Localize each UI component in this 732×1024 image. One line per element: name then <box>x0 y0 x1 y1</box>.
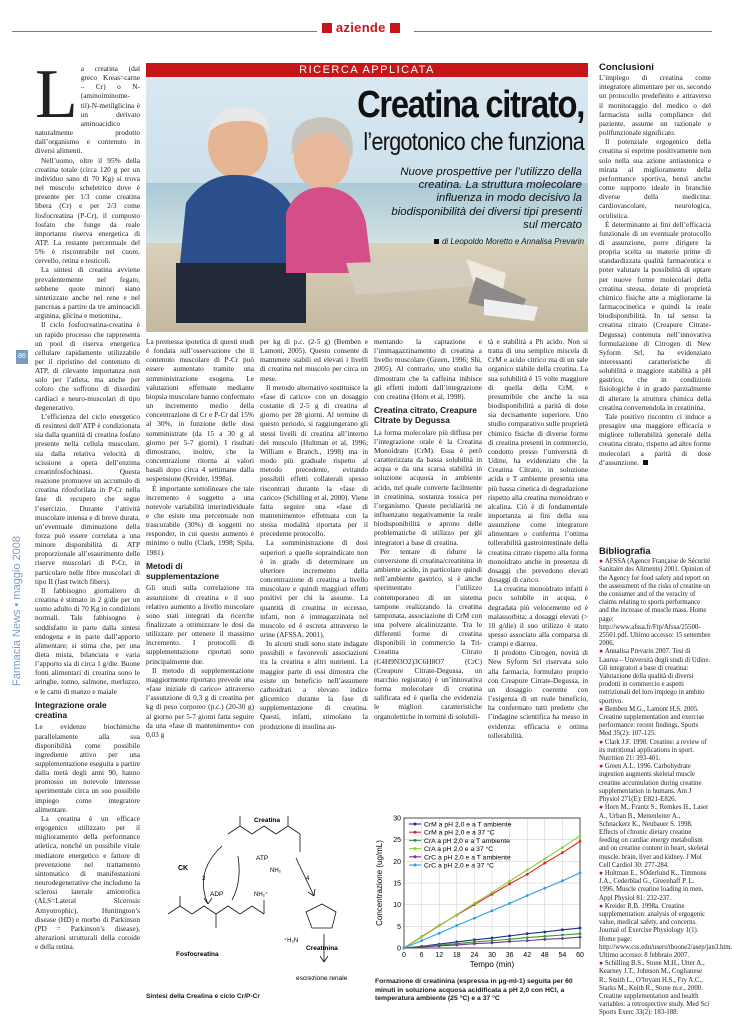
data-point <box>455 944 458 947</box>
legend-marker <box>414 831 417 834</box>
subheading: Integrazione orale creatina <box>35 699 107 720</box>
column-2 <box>146 337 254 747</box>
header-rule-right <box>414 31 712 32</box>
data-point <box>438 925 441 928</box>
x-tick-label: 18 <box>452 952 461 959</box>
column-5 <box>488 337 588 809</box>
x-tick-label: 48 <box>540 952 549 959</box>
paragraph: La sintesi di creatina avviene prevalentemente nel fegato, sebbene quote minori siano sintetizzate anche nel rene e nel pancreas a partire da tre aminoacidi arginina, glicina e metionina,. <box>35 265 140 321</box>
ref-text: Annalisa Prevarin 2007. Tesi di Laurea – Università degli studi di Udine. Gli integratori a base di creatina: Valutazione della qualità di diversi prodotti in commercio e aspetti nutrizionali del loro impiego in ambito sportivo. <box>599 648 711 705</box>
data-point <box>420 936 423 939</box>
data-point <box>455 924 458 927</box>
paragraph: Nell’uomo, oltre il 95% della creatina totale (circa 120 g per un individuo sano di 70 Kg) si trova nel muscolo scheletrico dove è presente per 1/3 come creatina libera (Cr) e per 2/3 come fosfocreatina (P-Cr), il composto fosfato che funge da reale importante riserva energetica di ATP. La restante percentuale del 5% è riscontrabile nel cuore, cervello, retina e testicoli. <box>35 155 140 266</box>
paragraph: La creatina monoidrato infatti è poco solubile in acqua, è degradata più velocemente ed è malassorbita; a dosaggi elevati (> 10 g/die) il suo utilizzo è stato spesso associato alla comparsa di crampi e diarrea. <box>488 584 588 649</box>
bibliography <box>599 545 732 1017</box>
data-point <box>508 882 511 885</box>
data-point <box>508 902 511 905</box>
y-tick-label: 30 <box>393 815 401 823</box>
paragraph: La somministrazione di dosi superiori a quelle sopraindicate non è in grado di determinare un ulteriore incremento della concentrazione di creatina a livello muscolare e quindi maggiori effetti positivi per chi la assume. La quantità di creatina in eccesso, infatti, non è immagazzinata nel muscolo ed è escreta attraverso le urine (AFSSA, 2001). <box>260 538 368 639</box>
ref-text: Horn M., Frantz S., Remkes H., Laser A., Urban B., Mettenleiter A., Schnackerz K., Neubauer S. 1998. Effects of chronic dietary creatine feeding on cardiac energy metabolism and on creatine content in heart, skeletal muscle, brain, liver and kidney. J Mol Cell Cardiol 30: 277-284. <box>599 804 709 869</box>
data-point <box>403 947 406 950</box>
data-point <box>508 934 511 937</box>
label-creatinina: Creatinina <box>306 945 338 952</box>
label-adp: ADP <box>210 891 224 898</box>
article-title: Creatina citrato, <box>357 84 584 126</box>
creatinine-formation-chart <box>374 812 588 976</box>
data-point <box>526 869 529 872</box>
data-point <box>455 913 458 916</box>
ref-bullet-icon: ● <box>599 738 605 746</box>
data-point <box>438 944 441 947</box>
data-point <box>543 938 546 941</box>
data-point <box>561 928 564 931</box>
x-axis-label: Tempo (min) <box>469 960 515 969</box>
ref-text: Schilling B.S., Stone M.H., Utter A., Kearney J.T., Johnson M., Coglianese R., Smith L., O’bryant H.S., Fry A.C., Starks M., Keith R., Stone m.e., 2000. Creatine supplementation and health variables: a retrospective study. Med Sci Sports Exerc 33(2): 183-188. <box>599 960 710 1017</box>
label-escrezione: escrezione renale <box>296 975 348 982</box>
data-point <box>561 879 564 882</box>
legend-label: CrA a pH 2,0 e a T ambiente <box>424 837 510 845</box>
paragraph: La creatina è un efficace ergogenico utilizzato per il miglioramento della performance atletica, nonché un possibile vitale mediatore energetico e fattore di prevenzione nel trattamento sintomatico di manifestazioni neurodegenerative che includono la sclerosi laterale amiotrofica (ALS=Lateral Slcerosis Amyotrophic), Huntington’s disease (HD) e morbo di Parkinson (PD = Parkinson’s disease), alterazioni strutturali della coroide e della retina. <box>35 813 140 952</box>
data-point <box>579 932 582 935</box>
data-point <box>579 834 582 837</box>
bibliography-title: Bibliografia <box>599 545 651 556</box>
legend-label: CrM a pH 2,0 e a 37 °C <box>424 829 495 837</box>
column-6 <box>599 63 711 539</box>
paragraph: Per tentare di ridurre la conversione di creatina/creatinina in ambiente acido, in particolare quindi nell’ambiente gastrico, si è anche sperimentato l’utilizzo contemporaneo di un sistema tampone realizzando la creatina tamponata, associazione di CrM con una polvere alcalinizzante. Tra le differenti forme di creatina disponibili in commercio la Tri-Creatina Citrato (C4H9N3O2)3C6H8O7 (CrC) (Creapure Citrate-Degussa, un marchio registrato) è un’innovativa forma molecolare di creatina salificata ed è quella che evidenzia le migliori caratteristiche organolettiche in termini di solubili- <box>374 546 482 721</box>
label-n4: 4 <box>306 876 310 882</box>
rubric-square-right <box>390 23 400 33</box>
ref-bullet-icon: ● <box>599 763 605 771</box>
drop-cap: L <box>35 56 78 133</box>
paragraph: È importante sottolineare che tale incremento è soggetto a una notevole variabilità interindividuale e che esiste una percentuale non trascurabile (30%) di soggetti no responder, in cui questo aumento è minimo o nullo (Clark, 1998; Spila, 1981). <box>146 483 254 557</box>
ref-bullet-icon: ● <box>599 804 605 812</box>
label-n3: 3 <box>202 876 206 882</box>
data-point <box>579 936 582 939</box>
y-tick-label: 0 <box>397 945 401 953</box>
x-tick-label: 42 <box>523 952 532 959</box>
y-axis-label: Concentrazione (ug/mL) <box>375 840 384 926</box>
paragraph: L’efficienza del ciclo energetico di resintesi dell’ATP è condizionata sia dalla quantità di creatina fosfato presente nella cellula muscolare, sia dalla relativa velocità di scissione a opera dell’enzima creatinfosfochinasi. Questa reazione promuove un accumulo di creatina rifosforilata in P-Cr nella fase di recupero che segue l’esercizio. Durante l’attività muscolare intensa e di breve durata, un’eventuale diminuzione della forza può essere correlata a una minore disponibilità di ATP proporzionale all’esaurimento delle riserve muscolari di P-Cr, in particolare nelle fibre muscolari di tipo II (fast twitch fibers). <box>35 411 140 586</box>
bibliography-ref <box>599 648 711 705</box>
legend-marker <box>414 839 417 842</box>
bibliography-ref <box>599 902 732 960</box>
margin-running-head <box>11 536 23 686</box>
data-point <box>579 840 582 843</box>
data-point <box>543 887 546 890</box>
paragraph: Le evidenze biochimiche parallelamente alla sua disponibilità come possibile ingrediente attivo per una supplementazione eseguita a partire dalla metà degli anni 90, hanno promosso un notevole interesse sperimentale circa un suo possibile impiego come integratore alimentare. <box>35 722 140 814</box>
subheading: Conclusioni <box>599 62 654 73</box>
paragraph: In alcuni studi sono state indagate possibili e favorevoli associazioni tra la creatina e altri nutrienti. La maggior parte di essi dimostra che esiste un beneficio nell’assumere carboidrati a elevato indice glicemico durante la fase di supplementazione di creatina. Questi, infatti, stimolano la produzione di insulina au- <box>260 639 368 731</box>
x-tick-label: 60 <box>576 952 584 959</box>
label-atp: ATP <box>256 855 269 862</box>
x-tick-label: 0 <box>402 952 406 959</box>
rubric-square-left <box>322 23 332 33</box>
byline-text: di Leopoldo Moretto e Annalisa Prevarin <box>441 237 584 246</box>
section-rubric <box>322 20 400 35</box>
article-subtitle: l’ergotonico che funziona <box>363 128 584 156</box>
data-point <box>561 934 564 937</box>
data-point <box>420 939 423 942</box>
ref-text: Clark J.F. 1998. Creatine: a review of its nutritional applications in sport. Nutrition 21: 393-401. <box>599 738 707 763</box>
data-point <box>526 932 529 935</box>
ref-bullet-icon: ● <box>599 558 605 566</box>
data-point <box>491 937 494 940</box>
label-h2n: ⁺H₂N <box>284 938 299 944</box>
paragraph: Il fabbisogno giornaliero di creatina è stimato in 2 g/die per un uomo adulto di 70 Kg in condizioni normali. Tale fabbisogno è soddisfatto in parte dalla sintesi endogena e in parte dall’apporto alimentare; si stima che, per una dieta mista, bilanciata e varia l’apporto sia di circa 1 g/die. Buone fonti alimentari di creatina sono le aringhe, tonno, salmone, merluzzo, e le carni di manzo e maiale <box>35 585 140 696</box>
y-tick-label: 5 <box>397 923 401 931</box>
paragraph: Il potenziale ergogenico della creatina si esprime positivamente non solo nella sua azione antiastenica e mirata al miglioramento della performance sportiva, bensì anche come supporto ideale in branchie diverse della medicina: cardiovascolare, neurologica, oculistica. <box>599 137 711 220</box>
section-label: RICERCA APPLICATA <box>146 63 588 77</box>
page-number: 86 <box>16 350 28 364</box>
label-nh2plus: NH₂⁺ <box>254 892 269 898</box>
paragraph: Gli studi sulla correlazione tra assunzione di creatina e il suo relativo aumento a livello muscolare sono stati integrati da ricerche finalizzate a ottimizzare le dosi da utilizzare per ottenere il massimo incremento. I protocolli di supplementazione riportati sono principalmente due. <box>146 583 254 666</box>
paragraph: mentando la captazione e l’immagazzinamento di creatina a livello muscolare (Green, 1996; Shi, 2005). Al contrario, uno studio ha dimostrato che la caffeina inibisce gli effetti indotti dall’integrazione con creatina (Horn et al, 1998). <box>374 337 482 401</box>
x-tick-label: 6 <box>419 952 424 959</box>
subheading: Metodi di supplementazione <box>146 560 220 581</box>
legend-label: CrC a pH 2,0 e a T ambiente <box>424 854 511 862</box>
data-point <box>561 851 564 854</box>
paragraph: La premessa ipotetica di questi studi è fondata sull’osservazione che il contenuto muscolare di P-Cr può essere aumentato tramite una somministrazione esogena. Le valutazioni effettuate mediante biopsia muscolare hanno confermato un incremento medio della concentrazione di Cr e P-Cr dal 15% al 30%, in funzione delle dosi somministrate (da 15 a 30 g al giorno per 5-7 giorni). I risultati dimostrano, inoltre, che la concentrazione ritorna ai valori basali dopo circa 4 settimane dalla sospensione (Kreider, 1998a). <box>146 337 254 484</box>
data-point <box>473 942 476 945</box>
magazine-name: Farmacia News <box>11 609 23 686</box>
paragraph: per kg di p.c. (2-5 g) (Bemben e Lamont, 2005). Questo consente di mantenere stabili ed elevati i livelli di creatina nel muscolo per circa un mese. <box>260 337 368 383</box>
paragraph: L’impiego di creatina come integratore alimentare per os, secondo un protocollo predefinito e attraverso il monitoraggio del medico o del farmacista sulla compliance del paziente, assume un razionale e polifunzionale significato. <box>599 73 711 138</box>
data-point <box>579 927 582 930</box>
ref-bullet-icon: ● <box>599 902 605 910</box>
paragraph: Il metodo di supplementazione maggiormente riportato prevede una «fase iniziale di carico» attraverso l’assunzione di 0,3 g di creatina per kg di peso corporeo (p.c.) (20-30 g) al giorno per 5-7 giorni fatta seguire da una «fase di mantenimento» con 0,03 g <box>146 665 254 739</box>
legend-marker <box>414 864 417 867</box>
data-point <box>526 939 529 942</box>
article-byline <box>420 237 584 246</box>
data-point <box>561 846 564 849</box>
rubric-label: aziende <box>335 20 386 35</box>
data-point <box>491 941 494 944</box>
data-point <box>561 937 564 940</box>
data-point <box>508 940 511 943</box>
y-tick-label: 10 <box>393 902 401 910</box>
article-lead: Nuove prospettive per l’utilizzo della creatina. La struttura molecolare influenza in modo decisivo la biodisponibilità dei diversi tipi presenti sul mercato <box>391 166 582 231</box>
ref-bullet-icon: ● <box>599 705 605 713</box>
paragraph: a creatina (dal greco Kreas=carne – Cr) o N-(aminoiminome-til)-N-metilglicina è un derivato aminoacidico naturalmente prodotto dall’organismo e contenuto in diversi alimenti. <box>35 64 140 156</box>
bibliography-ref <box>599 558 711 648</box>
ref-text: Green A.L. 1996. Carbohydrate ingestion augments skeletal muscle creatine accumulation during creatine supplementation in humans. Am J Physiol 271(E): E821-E826. <box>599 763 702 804</box>
paragraph: Il metodo alternativo sostituisce la «fase di carico» con un dosaggio costante di 2-5 g di creatina al giorno per 28 giorni. Al termine di questo periodo, si raggiungerano gli stessi livelli di creatina all’interno del muscolo (Hultman et al, 1996; William e Branch., 1998) ma in modo più graduale rispetto al metodo precedente, evitando possibili effetti collaterali spesso riscontrati durante la «fase di carico» (Schilling et al, 2000). Viene fatta seguire una «fase di mantenimento» effettuata con la stessa modalità riportata per il precedente protocollo. <box>260 382 368 539</box>
ref-text: Bemben M.G., Lamont H.S. 2005. Creatine supplementation and exercise performance: recent findings. Sports Med 35(2): 107-125. <box>599 705 705 738</box>
ref-bullet-icon: ● <box>599 648 605 656</box>
x-tick-label: 54 <box>558 952 567 959</box>
ref-text: Hultman E., SÖderlund K., Timmons J.A., Cederblad G., Greenhaff P. L. 1996. Muscle creatine loading in men. Appl Physiol 81: 232-237. <box>599 869 707 902</box>
byline-square <box>434 239 439 244</box>
data-point <box>473 917 476 920</box>
paragraph: È determinante ai fini dell’efficacia funzionale di un eventuale protocollo di assunzione, porre dirigere la propria scelta su materie prime di standardizzata qualità farmaceutica e poter valutare la possibilità di optare per nuove forme molecolari della creatina stessa, dotate di proprietà chimico fisiche atte a migliorarne la farmacocinetica e quindi la reale biodisponibilità. In tal senso la creatina citrato (Creapure Citrate-Degussa) contenuta nell’innovativa formulazione di Citrogen di New Syform Srl, ha evidenziato interessanti caratteristiche di solubilità e maggiore stabilità a pH gastrico, che in condizioni fisiologiche è in grado parzialmente di alterare la struttura chimica della creatina convertendola in creatinina. <box>599 219 711 412</box>
data-point <box>420 946 423 949</box>
diagram-caption: Sintesi della Creatina e ciclo Cr/P-Cr <box>146 993 260 1000</box>
x-tick-label: 24 <box>470 952 479 959</box>
header-rule-left <box>12 31 317 32</box>
column-1 <box>35 56 140 1020</box>
paragraph <box>599 412 711 467</box>
y-tick-label: 15 <box>393 880 401 888</box>
data-point <box>579 872 582 875</box>
x-tick-label: 36 <box>505 952 514 959</box>
label-creatina: Creatina <box>254 817 281 824</box>
ref-bullet-icon: ● <box>599 960 605 968</box>
data-point <box>491 909 494 912</box>
label-ck: CK <box>178 865 189 872</box>
end-mark <box>643 460 648 465</box>
data-point <box>543 931 546 934</box>
legend-marker <box>414 855 417 858</box>
bibliography-ref <box>599 804 711 870</box>
data-point <box>438 932 441 935</box>
legend-marker <box>414 847 417 850</box>
chart-caption: Formazione di creatinina (espressa in µg-ml-1) seguita per 60 minuti in soluzione acquosa acidificata a pH 2,0 con HCl, a temperatura ambiente (25 °C) e a 37 °C <box>375 978 573 1002</box>
data-point <box>526 936 529 939</box>
x-tick-label: 12 <box>435 952 444 959</box>
data-point <box>543 935 546 938</box>
bibliography-ref <box>599 870 711 903</box>
margin-separator: • <box>11 599 23 610</box>
data-point <box>473 902 476 905</box>
data-point <box>543 862 546 865</box>
bibliography-ref <box>599 763 711 804</box>
data-point <box>526 894 529 897</box>
data-point <box>543 857 546 860</box>
label-nh2: NH₂ <box>270 868 281 874</box>
bibliography-ref <box>599 739 711 764</box>
column-4 <box>374 337 482 809</box>
legend-label: CrM a pH 2,0 e a T ambiente <box>424 821 512 829</box>
data-point <box>508 880 511 883</box>
data-point <box>526 873 529 876</box>
y-tick-label: 25 <box>393 837 401 845</box>
bibliography-list <box>599 558 732 1017</box>
paragraph: tà e stabilità a Ph acido. Non si tratta di una semplice miscela di CrM e acido citrico ma di un sale organico stabile della creatina. La sua solubilità è 15 volte maggiore di quella della CrM, e presumibile che anche la sua biodisponibilità a parità di dose sia decisamente superiore. Uno studio comparativo sulle proprietà chimico fisiche di diverse forme di creatina presenti in commercio, condotto presso l’università di Udine, ha evidenziato che la Creatina Citrato, in soluzione acida e T ambiente presenta una più bassa cinetica di degradazione rispetto alla creatina monoidrato e alcalina. Ciò è di fondamentale importanza ai fini della sua assunzione come integratore alimentare e conferma l’ottima tollerabilità gastrointestinale della creatina citrato rispetto alla forma monoidrato anche in presenza di dosaggi che prevedono elevati dosaggi di carico. <box>488 337 588 585</box>
creatine-synthesis-diagram <box>146 812 368 992</box>
subheading: Creatina citrato, Creapure Citrate by Degussa <box>374 405 477 425</box>
label-fosfocreatina: Fosfocreatina <box>176 951 219 958</box>
column-3 <box>260 337 368 747</box>
legend-label: CrC a pH 2,0 e a 37 °C <box>424 862 494 870</box>
paragraph: Il ciclo fosfocreatina-creatina è un rapido processo che rappresenta un pool di riserva energetica cellulare rapidamente utilizzabile per il ripristino del contenuto di ATP, di rilevante importanza non solo per l’atleta, ma anche per coloro che soffrono di disordini cardiaci e neuro-muscolari di tipo degenerativo. <box>35 320 140 412</box>
ref-text: AFSSA (Agence Française de Sécurité Sanitaire des Aliments) 2001. Opinion of the Agency for food safety and report on the assessment of the risks of creatine on the consumer and of the veracity of claims relating to sports performance and the increase of muscle mass. Home page: http://www.afssa.fr/Ftp/Afssa/25500-25501.pdf. Ultimo accesso: 15 settembre 2006. <box>599 558 711 648</box>
bibliography-ref <box>599 960 711 1017</box>
paragraph: La forma molecolare più diffusa per l’integrazione orale è la Creatina Monoidrato (CrM). Essa è però caratterizzata da bassa solubilità in acqua e da una scarsa stabilità in soluzione acquosa in ambiente acido, nel quale converte facilmente in creatinina, sostanza tossica per l’organismo. Queste peculiarità ne influenzano negativamente la reale biodisponibilità e aprono delle problematiche di utilizzo per gli integratori a base di creatina. <box>374 427 482 547</box>
legend-label: CrA a pH 2,0 e a 37 °C <box>424 846 494 854</box>
issue-date: maggio 2008 <box>11 536 23 600</box>
paragraph-text: Tale positivo riscontro ci induce a presagire una maggiore efficacia e migliore tollerabilità generale della creatina citrato, rispetto ad altre forme molecolari a parità di dose d’assunzione. <box>599 411 711 467</box>
ref-bullet-icon: ● <box>599 869 605 877</box>
y-tick-label: 20 <box>393 858 401 866</box>
bibliography-ref <box>599 706 711 739</box>
ref-text: Kreider R.B. 1998a. Creatine supplementation: analysis of ergogenic value, medical safety, and concerns. Journal of Exercise Physiology 1(1). Home page: http://www.css.edu/users/tboone2/asep/jan3.htm. Ultimo accesso: 8 febbraio 2007. <box>599 902 732 959</box>
x-tick-label: 30 <box>488 952 496 959</box>
data-point <box>491 891 494 894</box>
legend-marker <box>414 823 417 826</box>
paragraph: Il prodotto Citrogen, novità di New Syform Srl riservata solo alla farmacia, formulato proprio con Creapure Citrate-Degussa, in un dosaggio coerente con l’esigenza di un reale beneficio, ha confermato tutti predette che l’indagine scientifica ha messo in evidenza: efficacia e ottima tollerabilità. <box>488 648 588 740</box>
